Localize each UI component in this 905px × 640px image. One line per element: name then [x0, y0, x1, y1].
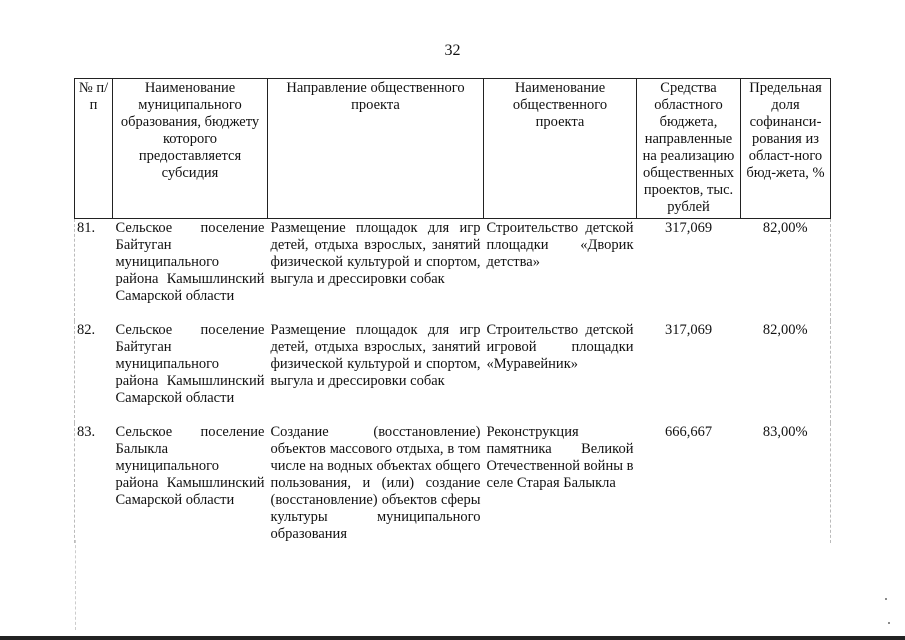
scan-speck — [888, 622, 890, 624]
scan-bottom-edge — [0, 636, 905, 640]
row-number: 83. — [75, 423, 113, 543]
table-header-row — [75, 79, 831, 219]
row-project: Строительство детской площадки «Дворик детства» — [486, 220, 634, 270]
header-municipality: Наименование муниципального образования, бюджету которого предоставляется субсидия — [113, 79, 268, 219]
row-number: 82. — [75, 321, 113, 423]
row-number: 81. — [75, 219, 113, 321]
row-direction: Размещение площадок для игр детей, отдыха взрослых, занятий физической культурой и спортом, выгула и дрессировки собак — [270, 220, 481, 287]
header-number: № п/п — [75, 79, 113, 219]
page-number: 32 — [444, 42, 461, 59]
row-project: Реконструкция памятника Великой Отечественной войны в селе Старая Балыкла — [486, 423, 634, 491]
row-amount: 317,069 — [664, 321, 713, 338]
row-municipality: Сельское поселение Байтуган муниципального района Камышлинский Самарской области — [115, 220, 265, 304]
row-share: 82,00% — [741, 321, 831, 423]
row-municipality: Сельское поселение Балыкла муниципального района Камышлинский Самарской области — [115, 423, 265, 508]
row-amount: 317,069 — [664, 220, 713, 236]
row-amount: 666,667 — [664, 423, 713, 440]
table-row — [75, 321, 831, 423]
row-direction: Размещение площадок для игр детей, отдыха взрослых, занятий физической культурой и спортом, выгула и дрессировки собак — [270, 321, 481, 389]
scan-margin-line — [75, 540, 76, 630]
row-municipality: Сельское поселение Байтуган муниципального района Камышлинский Самарской области — [115, 321, 265, 406]
header-project: Наименование общественного проекта — [484, 79, 637, 219]
row-direction: Создание (восстановление) объектов массового отдыха, в том числе на водных объектах общего пользования, и (или) создание (восстановление) объектов сферы культуры муниципального образования — [270, 423, 481, 542]
header-direction: Направление общественного проекта — [268, 79, 484, 219]
table-row — [75, 423, 831, 543]
header-amount: Средства областного бюджета, направленные на реализацию общественных проектов, тыс. рублей — [637, 79, 741, 219]
subsidy-table — [74, 78, 831, 543]
row-share: 82,00% — [741, 219, 831, 321]
scan-speck — [885, 598, 887, 600]
row-project: Строительство детской игровой площадки «Муравейник» — [486, 321, 634, 372]
table-row — [75, 219, 831, 321]
row-share: 83,00% — [741, 423, 831, 543]
header-share: Предельная доля софинанси-рования из област-ного бюд-жета, % — [741, 79, 831, 219]
